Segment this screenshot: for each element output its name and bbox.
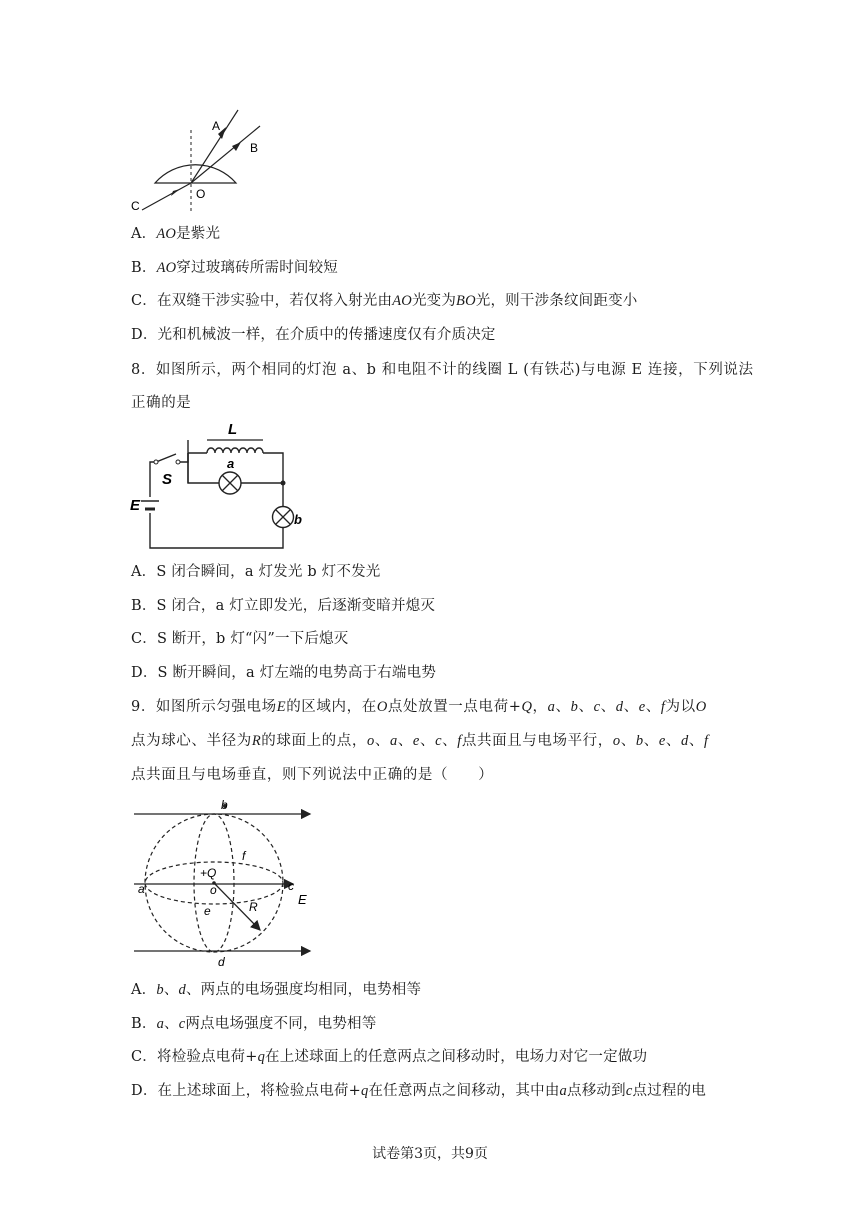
- stem-text: 、: [620, 733, 636, 749]
- label-o: o: [210, 883, 217, 897]
- stem-text: 、: [419, 733, 436, 749]
- option-prefix: A．: [131, 226, 157, 242]
- stem-text: 点为球心、半径为: [131, 733, 252, 749]
- var: e: [638, 699, 646, 715]
- q8-option-c: C．S 断开，b 灯“闪”一下后熄灭: [131, 631, 349, 647]
- q8-option-a: A．S 闭合瞬间，a 灯发光 b 灯不发光: [131, 564, 381, 580]
- option-prefix: D．: [131, 1083, 158, 1099]
- var: c: [178, 1016, 186, 1032]
- stem-text: 、: [665, 733, 681, 749]
- option-prefix: B．: [131, 260, 157, 276]
- var: AO: [392, 293, 412, 309]
- var: E: [276, 699, 287, 715]
- label-c: c: [288, 879, 294, 893]
- var: c: [625, 1083, 633, 1099]
- q8-stem-line2: 正确的是: [131, 395, 192, 411]
- var: q: [360, 1083, 369, 1099]
- q9-option-a: [131, 980, 421, 1000]
- stem-text: 9．如图所示匀强电场: [131, 699, 277, 715]
- option-text: 穿过玻璃砖所需时间较短: [176, 260, 338, 276]
- stem-text: 、: [374, 733, 390, 749]
- q9-stem-line2: [131, 731, 709, 751]
- stem-text: 、: [600, 699, 616, 715]
- stem-text: 为以: [665, 699, 696, 715]
- var: d: [178, 982, 186, 998]
- option-text: 是紫光: [176, 226, 221, 242]
- var: AO: [156, 260, 177, 276]
- option-prefix: A．: [131, 982, 157, 998]
- stem-text: ，: [532, 699, 548, 715]
- option-text: 将检验点电荷+: [157, 1049, 258, 1065]
- q9-option-b: [131, 1014, 376, 1034]
- label-b: b: [221, 798, 228, 812]
- option-text: 点过程的电: [632, 1083, 706, 1099]
- var: d: [615, 699, 624, 715]
- label-a: A: [212, 119, 221, 133]
- stem-text: 、: [578, 699, 594, 715]
- label-b: b: [294, 512, 302, 527]
- stem-text: 、: [397, 733, 413, 749]
- option-text: 、: [163, 982, 179, 998]
- label-q: +Q: [200, 866, 217, 880]
- var: f: [457, 733, 462, 749]
- option-text: 在双缝干涉实验中，若仅将入射光由: [157, 293, 393, 309]
- q9-stem-line3: 点共面且与电场垂直，则下列说法中正确的是（ ）: [131, 767, 494, 783]
- var: b: [570, 699, 579, 715]
- var: AO: [156, 226, 177, 242]
- option-text: 两点电场强度不同，电势相等: [185, 1016, 377, 1032]
- q7-option-c: [131, 291, 637, 311]
- var: o: [366, 733, 375, 749]
- option-text: 、两点的电场强度均相同，电势相等: [185, 982, 422, 998]
- var: R: [251, 733, 262, 749]
- stem-text: 、: [442, 733, 458, 749]
- semicircle-brick: [155, 165, 236, 183]
- var: c: [435, 733, 443, 749]
- var: b: [156, 982, 164, 998]
- option-prefix: B．: [131, 1016, 157, 1032]
- var: O: [376, 699, 388, 715]
- option-text: 在上述球面上，将检验点电荷+: [157, 1083, 361, 1099]
- label-c: C: [131, 199, 140, 213]
- label-e: E: [130, 497, 141, 514]
- var: a: [156, 1016, 165, 1032]
- option-text: 光和机械波一样，在介质中的传播速度仅有介质决定: [157, 327, 496, 343]
- stem-text: 、: [643, 733, 659, 749]
- stem-text: 点共面且与电场平行，: [461, 733, 613, 749]
- q7-refraction-figure: [128, 110, 288, 220]
- q8-stem-line1: 8．如图所示，两个相同的灯泡 a、b 和电阻不计的线圈 L (有铁芯)与电源 E 连接，下列说法: [131, 362, 754, 378]
- var: f: [703, 733, 709, 749]
- arrow-b: [232, 142, 241, 151]
- q7-option-d: [131, 325, 496, 345]
- option-text: 光变为: [411, 293, 457, 309]
- label-a: a: [138, 882, 145, 896]
- var: BO: [456, 293, 476, 309]
- stem-text: 点处放置一点电荷+: [387, 699, 522, 715]
- var: o: [612, 733, 621, 749]
- var: a: [547, 699, 556, 715]
- q9-option-c: [131, 1047, 647, 1067]
- stem-text: 、: [623, 699, 639, 715]
- label-l: L: [228, 421, 238, 438]
- var: b: [635, 733, 644, 749]
- q7-option-b: [131, 258, 338, 278]
- arrow-c: [171, 189, 180, 196]
- q8-option-b: B．S 闭合，a 灯立即发光，后逐渐变暗并熄灭: [131, 598, 436, 614]
- var: a: [559, 1083, 567, 1099]
- label-b: B: [250, 141, 259, 155]
- q7-option-a: [131, 224, 220, 244]
- stem-text: 、: [555, 699, 571, 715]
- stem-text: 的球面上的点，: [261, 733, 367, 749]
- stem-text: 、: [688, 733, 704, 749]
- label-s: S: [162, 471, 173, 488]
- var: d: [680, 733, 689, 749]
- option-text: 、: [164, 1016, 179, 1032]
- q9-option-d: [131, 1081, 706, 1101]
- q9-stem-line1: [131, 697, 707, 717]
- q9-sphere-field-figure: [130, 800, 325, 970]
- option-text: 在任意两点之间移动，其中由: [368, 1083, 560, 1099]
- inductor-coil: [207, 448, 263, 453]
- var: Q: [521, 699, 533, 715]
- var: e: [412, 733, 420, 749]
- option-text: 光，则干涉条纹间距变小: [475, 293, 638, 309]
- stem-text: 的区域内，在: [286, 699, 377, 715]
- label-o: O: [196, 187, 206, 201]
- switch-contact: [154, 460, 158, 464]
- option-prefix: C．: [131, 293, 157, 309]
- label-d: d: [218, 955, 225, 969]
- option-text: 在上述球面上的任意两点之间移动时，电场力对它一定做功: [265, 1049, 648, 1065]
- label-e: e: [204, 904, 211, 918]
- option-prefix: D．: [131, 327, 158, 343]
- ray-c: [142, 183, 191, 210]
- var: f: [660, 699, 666, 715]
- var: q: [257, 1049, 266, 1065]
- junction-dot: [281, 481, 286, 486]
- page-footer: 试卷第3页，共9页: [372, 1146, 488, 1162]
- var: e: [658, 733, 666, 749]
- label-f: f: [242, 849, 246, 863]
- q8-option-d: D．S 断开瞬间，a 灯左端的电势高于右端电势: [131, 665, 437, 681]
- var: O: [695, 699, 707, 715]
- label-r: R: [249, 900, 258, 914]
- option-prefix: C．: [131, 1049, 157, 1065]
- var: a: [389, 733, 398, 749]
- label-e-field: E: [298, 892, 307, 907]
- switch-contact: [176, 460, 180, 464]
- label-a: a: [227, 456, 235, 471]
- var: c: [593, 699, 601, 715]
- stem-text: 、: [645, 699, 661, 715]
- option-text: 点移动到: [567, 1083, 626, 1099]
- q8-circuit-figure: [128, 420, 303, 555]
